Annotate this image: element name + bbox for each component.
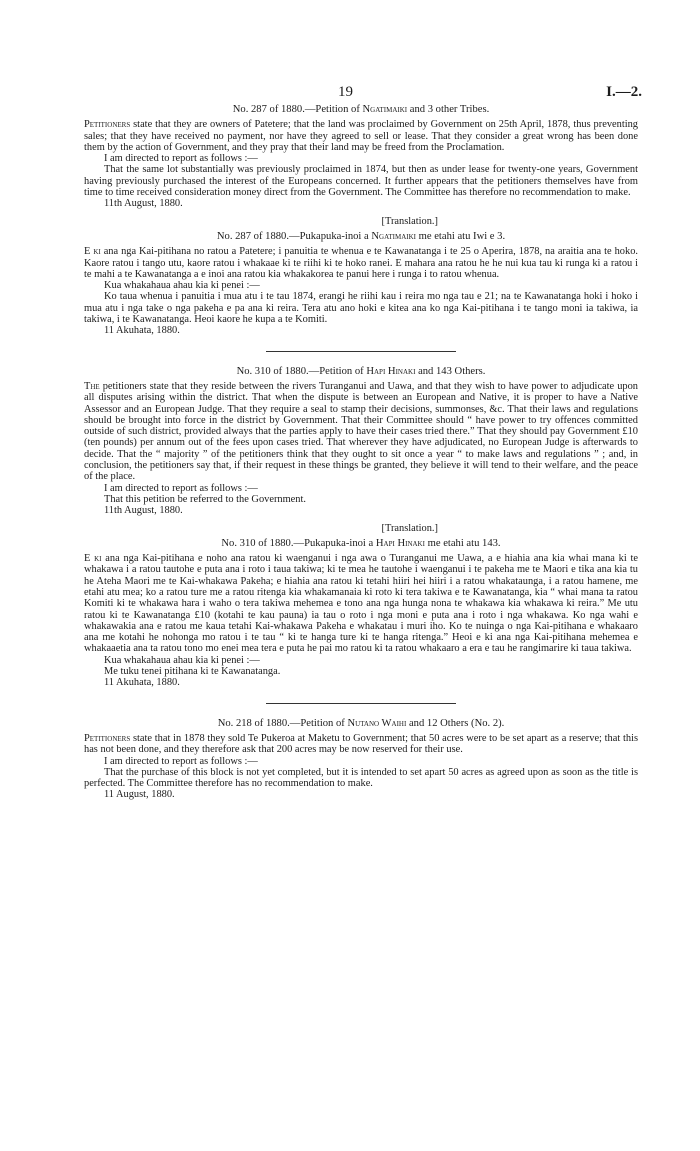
translation-label: [Translation.]: [381, 522, 438, 534]
committee-report: That the purchase of this block is not yet completed, but it is intended to set apart 50 acres as agreed upon as soon as the title is perfected. The Committee therefore has no recommendation to make.: [84, 766, 638, 790]
report-intro: Kua whakahaua ahau kia ki penei :—: [104, 280, 260, 292]
petition-218-english: [84, 718, 638, 801]
report-intro: I am directed to report as follows :—: [104, 153, 258, 165]
page-content: [84, 104, 638, 801]
committee-report: Ko taua whenua i panuitia i mua atu i te tau 1874, erangi he riihi kau i reira mo nga tau e 21; na te Kawanatanga hoki i hoko i mua atu i nga take o nga pakeha e pa ana ki reira. Tera atu ano hoki e kitea ana ko nga Kai-pitihana i te tango moni ia takiwa, ia takiwa, i te Kawanatanga. Heoi kaore he kupa a te Komiti.: [84, 291, 638, 326]
report-date: 11th August, 1880.: [104, 198, 183, 210]
committee-report: That the same lot substantially was previously proclaimed in 1874, but then as under lease for twenty-one years, Government having previously purchased the interest of the Europeans concerned. It further appears that the petitioners themselves have from time to time received consideration money direct from the Government. The Committee has therefore no recommendation to make.: [84, 164, 638, 199]
section-divider: [266, 703, 456, 704]
petition-statement: Petitioners state that they are owners of Patetere; that the land was proclaimed by Government on 25th April, 1878, thus preventing sales; that they have received no payment, nor have they agreed to sell or lease. That they consider a great wrong has been done them by the action of Government, and they pray that their land may be freed from the Proclamation.: [84, 119, 638, 153]
page-number: 19: [338, 84, 353, 100]
petition-title: No. 218 of 1880.—Petition of Nutano Waihi and 12 Others (No. 2).: [217, 717, 505, 729]
petition-statement: E ki ana nga Kai-pitihana e noho ana ratou ki waenganui i nga awa o Turanganui me Uawa, a e hiahia ana kia whai mana ki te whakawa i a ratou tautohe e puta ana i roto i taua takiwa; ki te mea he tautohe i waenganui i te pakeha me te Maori e tika ana kia tu he Ateha Maori me te Kai-whakawa Pakeha; e hiahia ana ratou ki tetahi hiiri hei hiiri i a ratou whakataunga, i a ratou hamene, me etahi atu mea; ko a ratou ture me a ratou ritenga kia whakamanaia ki roto ki tera takiwa e te Kawanatanga, kia “ whai mana ta ratou Komiti ki te whakawa hara i waho o tera takiwa mehemea e tono ana nga hunga nona te whakawa kia whakawa ki reira.” Me utu ratou ki te Kawanatanga £10 (kotahi te kau pauna) ia tau o roto i nga moni e puta ana i roto i nga whakawa. Ko nga wahi e whakawakia ana e ratou me kaua tetahi Kai-whakawa Pakeha e whakatau i muri iho. Ko te nuinga o nga Kai-pitihana e whakaaro ana me kotahi he nohonga mo ratou i te tau “ ki te hanga ture ki te hanga ritenga.” Heoi e ki ana nga Kai-pitihana mehemea e whakaaetia ana ta ratou tono mo enei mea tera e puta he pai mo ratou ki ta ratou whakaaro a era e tau he rangimarire ki taua takiwa.: [84, 553, 638, 655]
petition-310-english: [84, 366, 638, 517]
report-date: 11 Akuhata, 1880.: [104, 677, 180, 689]
committee-report: That this petition be referred to the Government.: [104, 493, 306, 505]
petition-287-maori: [84, 231, 638, 337]
petition-title: No. 310 of 1880.—Petition of Hapi Hinaki and 143 Others.: [236, 365, 486, 377]
translation-label: [Translation.]: [381, 215, 438, 227]
section-divider: [266, 351, 456, 352]
petition-statement: E ki ana nga Kai-pitihana no ratou a Patetere; i panuitia te whenua e te Kawanatanga i te 25 o Aperira, 1878, na araitia ana te hoko. Kaore ratou i tango utu, kaore ratou i whakaae ki te riihi ki te hoko ranei. E mahara ana ratou he he nui kua tau ki runga ki a ratou i te mahi a te Kawanatanga a e inoi ana ratou kia whakakorea te panui here i runga i to ratou whenua.: [84, 246, 638, 280]
committee-report: Me tuku tenei pitihana ki te Kawanatanga.: [104, 666, 281, 678]
page-header: [0, 84, 700, 100]
report-date: 11 Akuhata, 1880.: [104, 325, 180, 337]
report-date: 11th August, 1880.: [104, 505, 183, 517]
petition-title: No. 287 of 1880.—Pukapuka-inoi a Ngatimaiki me etahi atu Iwi e 3.: [216, 230, 506, 242]
petition-310-maori: [84, 538, 638, 689]
petition-title: No. 287 of 1880.—Petition of Ngatimaiki and 3 other Tribes.: [232, 104, 490, 115]
petition-statement: Petitioners state that in 1878 they sold Te Pukeroa at Maketu to Government; that 50 acres were to be set apart as a reserve; that this has not been done, and they therefore ask that 200 acres may be now reserved for their use.: [84, 732, 639, 756]
petition-287-english: [84, 104, 638, 210]
petition-title: No. 310 of 1880.—Pukapuka-inoi a Hapi Hinaki me etahi atu 143.: [221, 537, 501, 549]
report-intro: Kua whakahaua ahau kia ki penei :—: [104, 654, 260, 666]
petition-statement: The petitioners state that they reside between the rivers Turanganui and Uawa, and that they wish to have power to adjudicate upon all disputes arising within the district. That when the dispute is between an European and Native, it is proper to have a Native Assessor and an European Judge. That they require a seal to stamp their decisions, summonses, &c. That their laws and regulations should be brought into force in the district by Government. That their Committee should “ have power to try offences committed outside of such district, provided always that the parties apply to have their cases tried there.” That they should pay Government £10 (ten pounds) per annum out of the fees upon cases tried. That wherever they have adjudicated, no European Judge is afterwards to decide. That the “ majority ” of the petitioners think that they ought to sit once a year “ to make laws and regulations ” ; and, in conclusion, the petitioners say that, if their request in these things be granted, they believe it will tend to their welfare, and the peace of the place.: [84, 380, 638, 483]
paper-reference: I.—2.: [606, 84, 642, 100]
report-intro: I am directed to report as follows :—: [104, 755, 258, 767]
report-intro: I am directed to report as follows :—: [104, 482, 258, 494]
report-date: 11 August, 1880.: [104, 789, 175, 801]
